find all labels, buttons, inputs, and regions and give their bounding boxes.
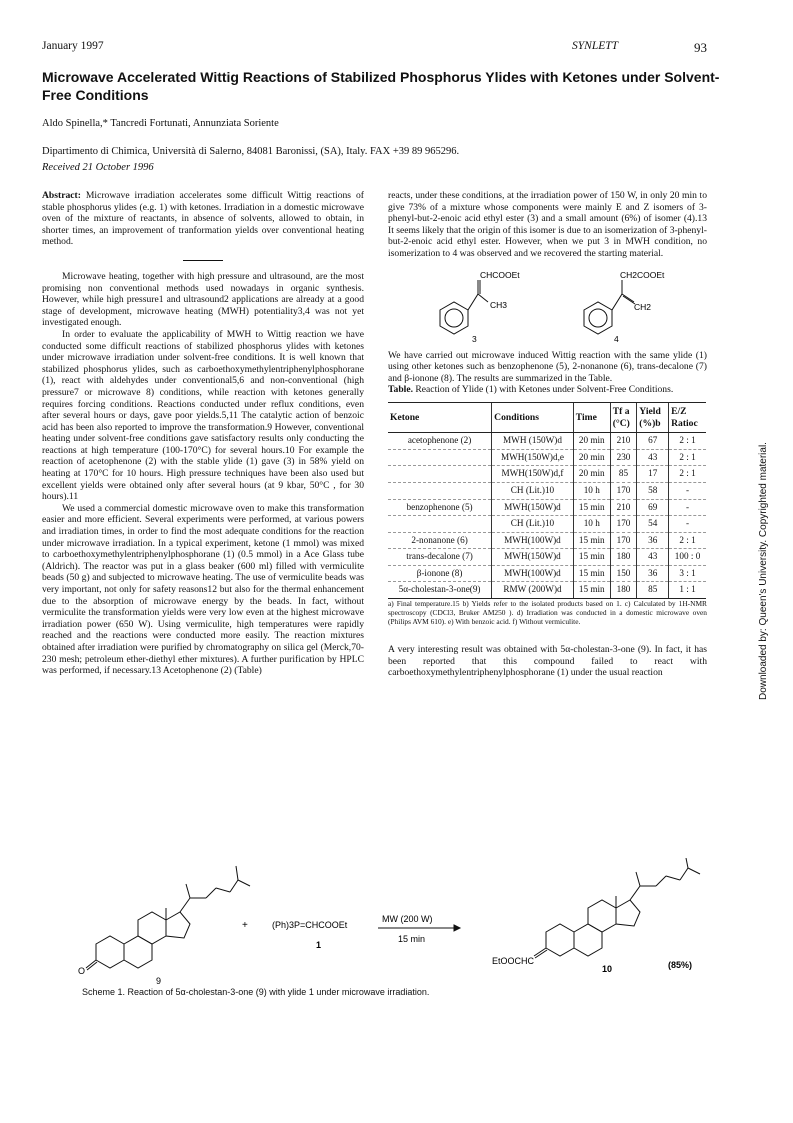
- table-row: [388, 565, 706, 582]
- th-conditions: Conditions: [492, 402, 574, 432]
- scheme-product-group: EtOOCHC: [492, 956, 535, 966]
- affiliation: Dipartimento di Chimica, Università di Salerno, 84081 Baronissi, (SA), Italy. FAX +39 89 965296.: [42, 146, 460, 157]
- cell-ketone: [388, 449, 492, 466]
- th-ketone: Ketone: [388, 402, 492, 432]
- scheme-reagent: (Ph)3P=CHCOOEt: [272, 920, 348, 930]
- table-row: [388, 532, 706, 549]
- table-caption-label: Table.: [388, 384, 413, 396]
- table-row: [388, 449, 706, 466]
- table-header-row: [388, 402, 706, 432]
- cell-time: 15 min: [573, 499, 610, 516]
- cell-time: 20 min: [573, 449, 610, 466]
- received-date: Received 21 October 1996: [42, 162, 154, 173]
- scheme-yield: (85%): [668, 960, 693, 970]
- table-row: [388, 466, 706, 483]
- header-journal: SYNLETT: [572, 40, 619, 52]
- cell-time: 10 h: [573, 482, 610, 499]
- paragraph: We used a commercial domestic microwave oven to make this transformation easier and more efficient. Several experiments were performed, at various powers and irradiation times, in order to find the most adequate conditions for the reaction under microwave irradiation. In a typical experiment, ketone (1 mmol) was mixed to carboethoxymethylentriphenylphosphorane (1) (0.5 mmol) in a Ace Glass tube (Aldrich). The reactor was put in a glass beaker (600 ml) filled with vermiculite beads (50 g) and subjected to microwave heating. The use of vermiculite beads was very important, not only for safety reasons12 but also for the thermal enhancement due to the absorption of microwave energy by the beads. In fact, without vermiculite the transformation yields were very low even at the highest microwave irradiation power (650 W). Using vermiculite, high temperatures were rapidly reached and the reactions were conducted more easily. The reaction mixtures obtained after irradiation were purified by chromatography on silica gel (Merck,70-230 mesh; petroleum ether-diethyl ether mixtures). A further purification by HPLC was performed, if necessary.13 Acetophenone (2) (Table): [42, 502, 364, 677]
- paragraph: In order to evaluate the applicability of MWH to Wittig reaction we have conducted some difficult reactions of stabilized phosphorus ylides with ketones under microwave irradiation under solvent-free conditions. It is well known that stabilized phosphorus ylides, such as carboethoxymethylentriphenylphosphorane (1), react with aldehydes under conventional5,6 and non-conventional (high pressure7 or microwave 8) conditions, while reaction with ketones generally requires forcing conditions. Reactions conducted under reflux conditions, even after several hours or days, gave poor yields.5,11 The catalytic action of benzoic acid has been also reported to improve the transformation.9 However, conventional heating under solvent-free conditions gave satisfactory results only conducting the reactions at high temperature (100-170°C) for several hours.10 For example the reaction of acetophenone (2) with the stable ylide (1) gave (3) in 58% yield on heating at 170°C for 10 hours. High pressure techniques have been also used but excellent yields were obtained only after several hours (at 9 kbar, 50°C , for 30 hours).11: [42, 328, 364, 503]
- table-row: [388, 499, 706, 516]
- cell-yield: 43: [637, 449, 669, 466]
- abstract-text: Microwave irradiation accelerates some difficult Wittig reactions of stable phosphorus ylides (e.g. 1) with ketones. Irradiation in a domestic microwave oven of the mixture of reactants, in absence of solvents, allowed to obtain, in shorter times, an improvement of tranformation yields over conventional heating method.: [42, 190, 364, 248]
- cell-yield: 54: [637, 516, 669, 533]
- cell-temperature: 170: [610, 482, 637, 499]
- cell-conditions: CH (Lit.)10: [492, 516, 574, 533]
- download-watermark: Downloaded by: Queen's University. Copyrighted material.: [758, 442, 769, 700]
- scheme-reagent-label: 1: [316, 940, 322, 950]
- cell-temperature: 230: [610, 449, 637, 466]
- cell-ratio: -: [669, 499, 706, 516]
- cell-ketone: [388, 482, 492, 499]
- cell-ketone: benzophenone (5): [388, 499, 492, 516]
- paper-title: Microwave Accelerated Wittig Reactions of Stabilized Phosphorus Ylides with Ketones under Solvent-Free Conditions: [42, 69, 720, 103]
- cell-ratio: 2 : 1: [669, 466, 706, 483]
- cell-ketone: acetophenone (2): [388, 433, 492, 450]
- table-footnote: a) Final temperature.15 b) Yields refer to the isolated products based on 1. c) Calculated by 1H-NMR spectroscopy (CDCl3, Bruker AM250 ). d) Irradiation was conducted in a domestic microwave oven (Philips AVM 610). e) With benzoic acid. f) Without vermiculite.: [388, 599, 707, 627]
- th-temperature: Tf a (°C): [610, 402, 637, 432]
- authors: Aldo Spinella,* Tancredi Fortunati, Annunziata Soriente: [42, 118, 279, 129]
- cell-ketone: 5α-cholestan-3-one(9): [388, 582, 492, 599]
- s3-methyl: CH3: [490, 299, 508, 310]
- cell-conditions: MWH(150W)d,f: [492, 466, 574, 483]
- cell-ratio: 1 : 1: [669, 582, 706, 599]
- cell-yield: 69: [637, 499, 669, 516]
- cell-yield: 58: [637, 482, 669, 499]
- steroid-9: [86, 866, 250, 970]
- cell-yield: 36: [637, 532, 669, 549]
- cell-temperature: 170: [610, 532, 637, 549]
- cell-time: 15 min: [573, 549, 610, 566]
- cell-time: 20 min: [573, 433, 610, 450]
- scheme-caption: Scheme 1. Reaction of 5α-cholestan-3-one (9) with ylide 1 under microwave irradiation.: [82, 987, 430, 997]
- cell-conditions: MWH(100W)d: [492, 532, 574, 549]
- cell-ketone: [388, 466, 492, 483]
- cell-conditions: MWH(150W)d: [492, 499, 574, 516]
- divider: [183, 260, 223, 261]
- cell-conditions: MWH(100W)d: [492, 565, 574, 582]
- cell-temperature: 150: [610, 565, 637, 582]
- scheme-product-label: 10: [602, 964, 613, 974]
- cell-ratio: 2 : 1: [669, 532, 706, 549]
- cell-yield: 17: [637, 466, 669, 483]
- right-column: [388, 190, 707, 679]
- cell-yield: 85: [637, 582, 669, 599]
- structure-4: [584, 280, 635, 334]
- cell-conditions: MWH(150W)d,e: [492, 449, 574, 466]
- scheme-1: [40, 858, 760, 998]
- s4-group: CH2COOEt: [620, 269, 665, 280]
- s4-label: 4: [614, 333, 619, 342]
- cell-ratio: 2 : 1: [669, 449, 706, 466]
- reaction-arrow: [378, 925, 460, 931]
- cell-ratio: -: [669, 482, 706, 499]
- steroid-10: [534, 858, 700, 958]
- scheme-conditions-top: MW (200 W): [382, 914, 433, 924]
- s3-group: CHCOOEt: [480, 269, 520, 280]
- s3-label: 3: [472, 333, 477, 342]
- cell-ketone: 2-nonanone (6): [388, 532, 492, 549]
- cell-ketone: β-ionone (8): [388, 565, 492, 582]
- table-row: [388, 482, 706, 499]
- cell-temperature: 210: [610, 499, 637, 516]
- scheme-oxygen: O: [78, 966, 86, 976]
- cell-time: 15 min: [573, 565, 610, 582]
- table-caption: [388, 384, 707, 396]
- structures-figure: [388, 264, 707, 342]
- cell-conditions: CH (Lit.)10: [492, 482, 574, 499]
- table-row: [388, 582, 706, 599]
- abstract-label: Abstract:: [42, 190, 81, 201]
- abstract: [42, 190, 364, 248]
- cell-conditions: RMW (200W)d: [492, 582, 574, 599]
- header-date: January 1997: [42, 40, 104, 52]
- cell-yield: 36: [637, 565, 669, 582]
- cell-yield: 43: [637, 549, 669, 566]
- cell-temperature: 85: [610, 466, 637, 483]
- cell-conditions: MWH(150W)d: [492, 549, 574, 566]
- cell-time: 15 min: [573, 582, 610, 599]
- table-row: [388, 549, 706, 566]
- cell-time: 10 h: [573, 516, 610, 533]
- table-caption-text: Reaction of Ylide (1) with Ketones under Solvent-Free Conditions.: [415, 384, 674, 396]
- structure-drawings: [388, 264, 707, 342]
- cell-ratio: 100 : 0: [669, 549, 706, 566]
- paragraph: Microwave heating, together with high pressure and ultrasound, are the most promising non conventional methods used nowadays in organic synthesis. However, while high pressure1 and ultrasound2 applications are already at a good stage of development, microwave heating (MWH) potentiality3,4 was not yet investigated enough.: [42, 270, 364, 329]
- cell-ketone: [388, 516, 492, 533]
- cell-time: 20 min: [573, 466, 610, 483]
- cell-ratio: 3 : 1: [669, 565, 706, 582]
- scheme-plus: +: [242, 920, 248, 931]
- th-time: Time: [573, 402, 610, 432]
- paragraph: We have carried out microwave induced Wittig reaction with the same ylide (1) using other ketones such as benzophenone (5), 2-nonanone (6), trans-decalone (7) and β-ionone (8). The results are summarized in the Table.: [388, 349, 707, 384]
- cell-ratio: -: [669, 516, 706, 533]
- scheme-conditions-bottom: 15 min: [398, 934, 426, 944]
- cell-yield: 67: [637, 433, 669, 450]
- results-table: [388, 402, 706, 599]
- left-column: [42, 190, 364, 677]
- paragraph: A very interesting result was obtained with 5α-cholestan-3-one (9). In fact, it has been reported that this compound failed to react with carboethoxymethylentriphenylphosphorane (1) under the usual reaction: [388, 644, 707, 679]
- cell-temperature: 180: [610, 582, 637, 599]
- scheme-drawing: [40, 858, 760, 988]
- header-page-number: 93: [694, 40, 707, 55]
- structure-3: [440, 280, 488, 334]
- cell-time: 15 min: [573, 532, 610, 549]
- th-yield: Yield (%)b: [637, 402, 669, 432]
- cell-ketone: trans-decalone (7): [388, 549, 492, 566]
- table-row: [388, 516, 706, 533]
- cell-temperature: 180: [610, 549, 637, 566]
- cell-ratio: 2 : 1: [669, 433, 706, 450]
- cell-temperature: 210: [610, 433, 637, 450]
- s4-methylene: CH2: [634, 301, 652, 312]
- th-ratio: E/Z Ratioc: [669, 402, 706, 432]
- scheme-start-label: 9: [156, 976, 162, 986]
- table-row: [388, 433, 706, 450]
- cell-conditions: MWH (150W)d: [492, 433, 574, 450]
- paragraph: reacts, under these conditions, at the irradiation power of 150 W, in only 20 min to give 73% of a mixture whose components were mainly E and Z isomers of 3-phenyl-but-2-enoic acid ethyl ester (3) and a small amount (6%) of isomer (4).13 It seems likely that the origin of this isomer is due to an isomerization of 3-phenyl-but-2-enoic acid ethyl ester. However, when we put 3 in MWH condition, no isomerization to 4 was observed and we recovered the starting material.: [388, 190, 707, 259]
- cell-temperature: 170: [610, 516, 637, 533]
